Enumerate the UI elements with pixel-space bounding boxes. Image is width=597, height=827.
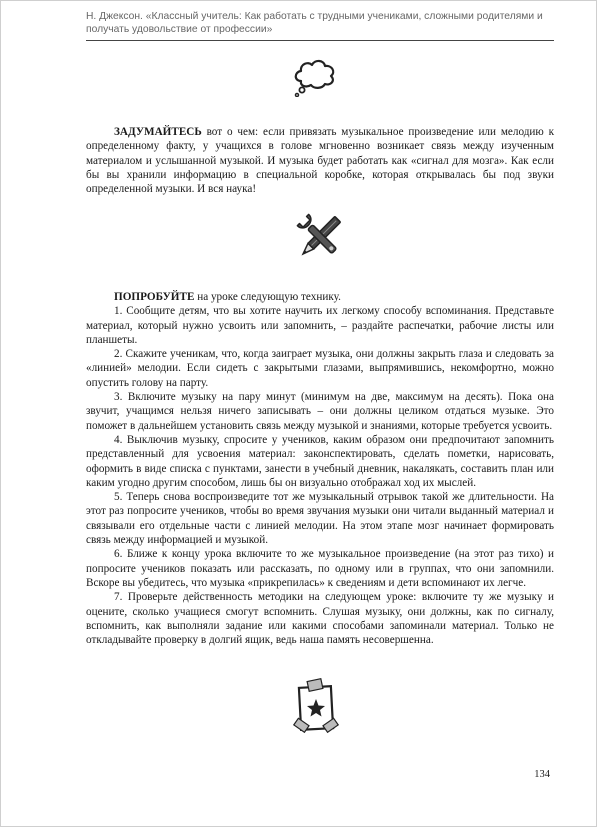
think-lead: ЗАДУМАЙТЕСЬ	[114, 126, 202, 138]
step-3: 3. Включите музыку на пару минут (минимум на две, максимум на десять). Пока она звучит, учащимся нельзя ничего записывать – они должны целиком отдаться музыке. Это поможет в дальнейшем установить связь между музыкой и знаниями, которые требуется усвоить.	[86, 391, 554, 432]
step-6: 6. Ближе к концу урока включите то же музыкальное произведение (на этот раз тихо) и попросите учеников показать или рассказать, по одному или в группах, что они запомнили. Вскоре вы убедитесь, что музыка «прикрепилась» к сведениям и дети вспоминают их легче.	[86, 548, 554, 589]
running-header: Н. Джексон. «Классный учитель: Как работать с трудными учениками, сложными родителями и получать удовольствие от профессии»	[86, 11, 543, 35]
step-7: 7. Проверьте действенность методики на следующем уроке: включите ту же музыку и оцените, сколько учащиеся смогут вспомнить. Слушая музыку, они должны, как по сигналу, вспомнить, как выполняли задание или какими способами запоминали материал. Только не откладывайте проверку в долгий ящик, ведь наша память несовершенна.	[86, 591, 554, 647]
try-lead: ПОПРОБУЙТЕ	[114, 291, 195, 303]
think-text: вот о чем: если привязать музыкальное произведение или мелодию к определенному факту, у учащихся в голове мгновенно возникает связь между изученным материалом и услышанной музыкой. И музыка будет работать как «сигнал для мозга». Как если бы вы хранили информацию в специальной коробке, которая открывалась бы под звуки определенной музыки. И вся наука!	[86, 126, 554, 196]
step-2: 2. Скажите ученикам, что, когда заиграет музыка, они должны закрыть глаза и следовать за «линией» мелодии. Если сидеть с закрытыми глазами, выпрямившись, некомфортно, можно опустить голову на парту.	[86, 348, 554, 389]
taped-star-note-icon	[291, 677, 341, 737]
step-5: 5. Теперь снова воспроизведите тот же музыкальный отрывок такой же длительности. На этот раз попросите учеников, чтобы во время звучания музыки они читали выданный материал и связывали его отдельные части с линией мелодии. На этом этапе мозг начинает формировать связь между информацией и музыкой.	[86, 491, 554, 547]
wrench-pencil-icon	[292, 209, 348, 265]
step-4: 4. Выключив музыку, спросите у учеников, каким образом они предпочитают запомнить представленный для усвоения материал: законспектировать, сделать пометки, нарисовать, оформить в виде списка с пунктами, занести в учебный дневник, накалякать, составить план или каким угодно другим способом, лишь бы он визуально отображал ход их мыслей.	[86, 433, 554, 489]
try-intro	[86, 290, 554, 304]
page-number: 134	[534, 769, 550, 780]
try-block	[86, 290, 554, 647]
header-rule	[86, 40, 554, 41]
thought-cloud-icon	[291, 55, 339, 97]
try-intro-text: на уроке следующую технику.	[194, 291, 341, 303]
think-block	[86, 125, 554, 196]
step-1: 1. Сообщите детям, что вы хотите научить их легкому способу вспоминания. Представьте материал, который нужно усвоить или запомнить, – раздайте распечатки, рабочие листы или планшеты.	[86, 305, 554, 346]
